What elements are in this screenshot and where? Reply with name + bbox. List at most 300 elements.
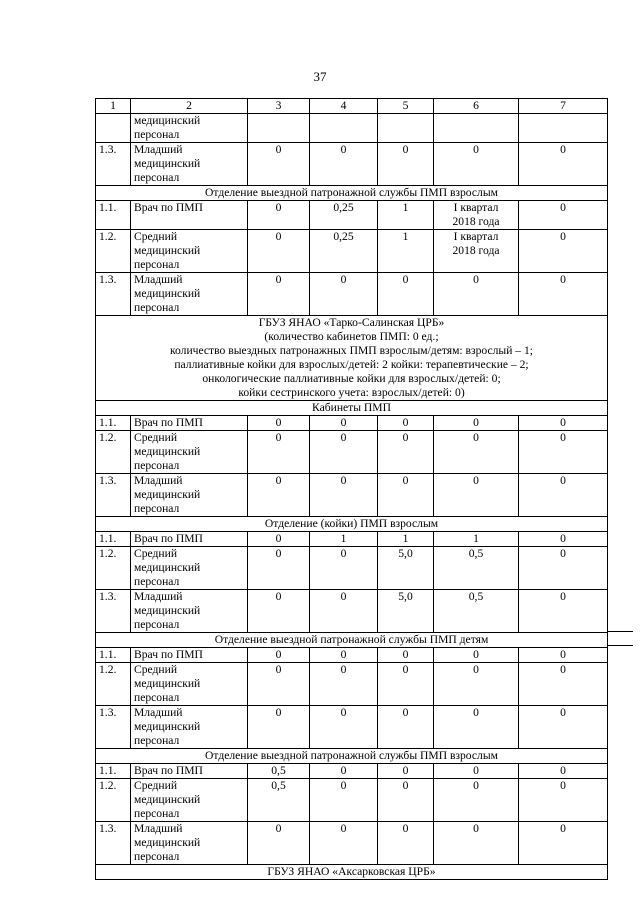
value-cell — [519, 273, 608, 316]
cell-line: 0 — [560, 547, 566, 560]
table-row — [96, 114, 608, 143]
cell-line: медицинский — [134, 445, 201, 458]
cell-line: 0 — [275, 474, 282, 487]
cell-line: 0 — [402, 764, 409, 777]
organization-detail-line: онкологические паллиативные койки для взрослых/детей: 0; — [202, 372, 501, 385]
cell-line: медицинский — [134, 793, 201, 806]
staff-category-cell — [131, 547, 248, 590]
cell-line: 0 — [473, 431, 479, 444]
cell-line: I квартал — [453, 230, 499, 243]
value-cell — [310, 663, 378, 706]
value-cell — [434, 474, 519, 517]
cell-line: Средний — [134, 431, 178, 444]
value-cell — [248, 143, 310, 186]
cell-line: 1 — [402, 201, 409, 214]
cell-line: 0 — [560, 230, 566, 243]
value-cell — [519, 532, 608, 547]
value-cell — [310, 431, 378, 474]
value-cell — [378, 114, 434, 143]
cell-line: 0 — [473, 273, 479, 286]
cell-line: персонал — [134, 459, 180, 472]
value-cell — [378, 532, 434, 547]
cell-line: 0 — [473, 416, 479, 429]
cell-line: 0 — [560, 416, 566, 429]
cell-line: персонал — [134, 807, 180, 820]
value-cell — [310, 143, 378, 186]
cell-line: 1.2. — [99, 547, 117, 560]
value-cell — [434, 416, 519, 431]
table-row — [96, 779, 608, 822]
value-cell — [378, 416, 434, 431]
value-cell — [378, 648, 434, 663]
table-row — [96, 143, 608, 186]
row-index-cell — [96, 532, 131, 547]
staff-category-cell — [131, 779, 248, 822]
cell-line: 0 — [402, 706, 409, 719]
organization-row — [96, 316, 608, 401]
cell-line: 1.1. — [99, 201, 117, 214]
value-cell — [248, 230, 310, 273]
staff-category-cell — [131, 416, 248, 431]
section-title: Отделение (койки) ПМП взрослым — [96, 517, 608, 532]
cell-line: 0 — [275, 143, 282, 156]
cell-line: 0 — [473, 648, 479, 661]
table-row — [96, 663, 608, 706]
margin-rule — [607, 631, 633, 632]
cell-line: Младший — [134, 590, 183, 603]
value-cell — [378, 822, 434, 865]
value-cell — [434, 590, 519, 633]
header-cell: 6 — [434, 99, 519, 114]
cell-line: медицинский — [134, 287, 201, 300]
value-cell — [434, 779, 519, 822]
cell-line: медицинский — [134, 677, 201, 690]
value-cell — [310, 201, 378, 230]
value-cell — [519, 547, 608, 590]
value-cell — [434, 706, 519, 749]
value-cell — [519, 416, 608, 431]
cell-line: Врач по ПМП — [134, 201, 203, 214]
cell-line: персонал — [134, 502, 180, 515]
value-cell — [248, 474, 310, 517]
row-index-cell — [96, 416, 131, 431]
cell-line: 0 — [340, 474, 347, 487]
value-cell — [378, 431, 434, 474]
section-row — [96, 749, 608, 764]
row-index-cell — [96, 114, 131, 143]
cell-line: 0 — [340, 706, 347, 719]
table-row — [96, 822, 608, 865]
staff-category-cell — [131, 822, 248, 865]
cell-line: медицинский — [134, 720, 201, 733]
cell-line: Средний — [134, 779, 178, 792]
cell-line: 0 — [275, 590, 282, 603]
cell-line: 0 — [402, 779, 409, 792]
cell-line: 1 — [402, 230, 409, 243]
cell-line: 0 — [473, 822, 479, 835]
value-cell — [519, 474, 608, 517]
organization-block — [96, 316, 608, 401]
cell-line: Младший — [134, 474, 183, 487]
value-cell — [519, 779, 608, 822]
organization-row — [96, 865, 608, 880]
cell-line: персонал — [134, 734, 180, 747]
cell-line: 0 — [275, 201, 282, 214]
row-index-cell — [96, 822, 131, 865]
row-index-cell — [96, 590, 131, 633]
table-row — [96, 590, 608, 633]
staffing-table — [95, 98, 608, 880]
header-row — [96, 99, 608, 114]
value-cell — [248, 648, 310, 663]
cell-line: 2018 года — [452, 215, 500, 228]
organization-detail-line: паллиативные койки для взрослых/детей: 2 койки: терапевтические – 2; — [174, 358, 529, 371]
cell-line: 0 — [275, 532, 282, 545]
organization-block — [96, 865, 608, 880]
header-cell: 3 — [248, 99, 310, 114]
cell-line: 1.2. — [99, 230, 117, 243]
cell-line: 0 — [340, 416, 347, 429]
cell-line: Младший — [134, 822, 183, 835]
value-cell — [310, 590, 378, 633]
staff-category-cell — [131, 431, 248, 474]
value-cell — [434, 663, 519, 706]
value-cell — [519, 590, 608, 633]
cell-line: медицинский — [134, 114, 201, 127]
value-cell — [248, 201, 310, 230]
value-cell — [310, 764, 378, 779]
cell-line: 5,0 — [398, 547, 413, 560]
table-row — [96, 273, 608, 316]
cell-line: медицинский — [134, 157, 201, 170]
cell-line: Врач по ПМП — [134, 764, 203, 777]
cell-line: персонал — [134, 575, 180, 588]
cell-line: медицинский — [134, 561, 201, 574]
cell-line: 0,5 — [468, 590, 484, 603]
table-row — [96, 706, 608, 749]
cell-line: 1.3. — [99, 706, 117, 719]
cell-line: 0 — [275, 431, 282, 444]
cell-line: 0 — [275, 822, 282, 835]
cell-line: персонал — [134, 850, 180, 863]
cell-line: персонал — [134, 128, 180, 141]
value-cell — [248, 114, 310, 143]
header-cell: 1 — [96, 99, 131, 114]
cell-line: 0 — [340, 143, 347, 156]
cell-line: 0 — [402, 474, 409, 487]
value-cell — [248, 822, 310, 865]
cell-line: 0 — [560, 764, 566, 777]
cell-line: 0 — [402, 273, 409, 286]
cell-line: 0 — [275, 648, 282, 661]
cell-line: 0 — [560, 706, 566, 719]
cell-line: медицинский — [134, 604, 201, 617]
value-cell — [378, 706, 434, 749]
row-index-cell — [96, 764, 131, 779]
value-cell — [519, 230, 608, 273]
cell-line: Средний — [134, 230, 178, 243]
cell-line: 0 — [560, 779, 566, 792]
section-row — [96, 633, 608, 648]
cell-line: 0,25 — [333, 201, 354, 214]
row-index-cell — [96, 779, 131, 822]
cell-line: 0 — [473, 764, 479, 777]
value-cell — [378, 143, 434, 186]
value-cell — [378, 201, 434, 230]
margin-rule — [607, 645, 633, 646]
cell-line: 0 — [340, 431, 347, 444]
table-row — [96, 230, 608, 273]
cell-line: 0 — [560, 590, 566, 603]
value-cell — [248, 431, 310, 474]
value-cell — [519, 663, 608, 706]
cell-line: 1.1. — [99, 648, 117, 661]
value-cell — [378, 663, 434, 706]
section-row — [96, 401, 608, 416]
section-title: Отделение выездной патронажной службы ПМП детям — [96, 633, 608, 648]
cell-line: 5,0 — [398, 590, 413, 603]
value-cell — [248, 779, 310, 822]
value-cell — [378, 547, 434, 590]
staff-category-cell — [131, 143, 248, 186]
cell-line: медицинский — [134, 244, 201, 257]
value-cell — [310, 779, 378, 822]
cell-line: 0 — [473, 474, 479, 487]
value-cell — [378, 764, 434, 779]
cell-line: 0 — [560, 822, 566, 835]
table-row — [96, 547, 608, 590]
value-cell — [434, 230, 519, 273]
cell-line: 0,25 — [333, 230, 354, 243]
staff-category-cell — [131, 230, 248, 273]
cell-line: 1 — [473, 532, 479, 545]
cell-line: Младший — [134, 706, 183, 719]
row-index-cell — [96, 431, 131, 474]
cell-line: 0 — [402, 822, 409, 835]
staff-category-cell — [131, 273, 248, 316]
cell-line: 0 — [340, 779, 347, 792]
cell-line: 0 — [560, 143, 566, 156]
cell-line: 0 — [340, 590, 347, 603]
cell-line: 1 — [402, 532, 409, 545]
cell-line: Врач по ПМП — [134, 416, 203, 429]
staff-category-cell — [131, 764, 248, 779]
cell-line: медицинский — [134, 488, 201, 501]
cell-line: 0 — [340, 547, 347, 560]
table-row — [96, 764, 608, 779]
table-row — [96, 431, 608, 474]
cell-line: 1.1. — [99, 764, 117, 777]
cell-line: 0 — [340, 822, 347, 835]
staff-category-cell — [131, 706, 248, 749]
value-cell — [519, 764, 608, 779]
cell-line: 0 — [275, 273, 282, 286]
row-index-cell — [96, 547, 131, 590]
value-cell — [310, 547, 378, 590]
table-row — [96, 416, 608, 431]
cell-line: 0 — [402, 663, 409, 676]
value-cell — [434, 547, 519, 590]
value-cell — [378, 273, 434, 316]
cell-line: 0 — [560, 663, 566, 676]
value-cell — [434, 822, 519, 865]
value-cell — [310, 532, 378, 547]
cell-line: персонал — [134, 301, 180, 314]
table-row — [96, 648, 608, 663]
cell-line: персонал — [134, 171, 180, 184]
organization-detail-line: (количество кабинетов ПМП: 0 ед.; — [264, 330, 439, 343]
cell-line: 0 — [340, 648, 347, 661]
organization-title: ГБУЗ ЯНАО «Аксарковская ЦРБ» — [267, 865, 436, 878]
section-title: Отделение выездной патронажной службы ПМП взрослым — [96, 749, 608, 764]
staff-category-cell — [131, 648, 248, 663]
row-index-cell — [96, 474, 131, 517]
cell-line: 0 — [402, 143, 409, 156]
value-cell — [519, 648, 608, 663]
cell-line: 1.3. — [99, 143, 117, 156]
value-cell — [248, 590, 310, 633]
cell-line: 1.3. — [99, 822, 117, 835]
table-row — [96, 532, 608, 547]
value-cell — [378, 590, 434, 633]
table-body — [96, 99, 608, 880]
cell-line: Средний — [134, 547, 178, 560]
header-cell: 5 — [378, 99, 434, 114]
cell-line: персонал — [134, 258, 180, 271]
section-title: Отделение выездной патронажной службы ПМП взрослым — [96, 186, 608, 201]
cell-line: 0 — [275, 663, 282, 676]
section-title: Кабинеты ПМП — [96, 401, 608, 416]
cell-line: 1.1. — [99, 532, 117, 545]
row-index-cell — [96, 273, 131, 316]
cell-line: Младший — [134, 143, 183, 156]
cell-line: 0 — [275, 547, 282, 560]
cell-line: 0 — [473, 779, 479, 792]
cell-line: 0,5 — [271, 779, 286, 792]
cell-line: 0 — [340, 663, 347, 676]
value-cell — [310, 114, 378, 143]
value-cell — [434, 143, 519, 186]
value-cell — [310, 416, 378, 431]
cell-line: 1.3. — [99, 590, 117, 603]
cell-line: 0 — [473, 143, 479, 156]
value-cell — [248, 706, 310, 749]
cell-line: 0 — [473, 706, 479, 719]
cell-line: 1.2. — [99, 431, 117, 444]
value-cell — [248, 663, 310, 706]
cell-line: 0 — [473, 663, 479, 676]
value-cell — [378, 474, 434, 517]
header-cell: 7 — [519, 99, 608, 114]
organization-detail-line: койки сестринского учета: взрослых/детей: 0) — [238, 386, 465, 399]
value-cell — [519, 143, 608, 186]
cell-line: 0 — [560, 201, 566, 214]
cell-line: 1.3. — [99, 474, 117, 487]
row-index-cell — [96, 143, 131, 186]
row-index-cell — [96, 706, 131, 749]
page-number: 37 — [313, 69, 327, 84]
cell-line: 0 — [402, 648, 409, 661]
cell-line: 0 — [402, 431, 409, 444]
staff-category-cell — [131, 114, 248, 143]
header-cell: 4 — [310, 99, 378, 114]
value-cell — [434, 648, 519, 663]
value-cell — [378, 230, 434, 273]
value-cell — [434, 114, 519, 143]
staff-category-cell — [131, 663, 248, 706]
value-cell — [310, 230, 378, 273]
cell-line: 2018 года — [452, 244, 500, 257]
value-cell — [310, 474, 378, 517]
cell-line: 0 — [340, 764, 347, 777]
cell-line: 0 — [275, 230, 282, 243]
staff-category-cell — [131, 532, 248, 547]
cell-line: персонал — [134, 618, 180, 631]
cell-line: 0 — [275, 706, 282, 719]
table-row — [96, 474, 608, 517]
cell-line: медицинский — [134, 836, 201, 849]
cell-line: 0 — [560, 474, 566, 487]
cell-line: 1.3. — [99, 273, 117, 286]
value-cell — [310, 648, 378, 663]
value-cell — [434, 431, 519, 474]
cell-line: персонал — [134, 691, 180, 704]
value-cell — [519, 201, 608, 230]
value-cell — [519, 114, 608, 143]
cell-line: 0 — [560, 532, 566, 545]
row-index-cell — [96, 663, 131, 706]
value-cell — [434, 532, 519, 547]
cell-line: 0,5 — [468, 547, 484, 560]
cell-line: 1 — [340, 532, 347, 545]
staff-category-cell — [131, 474, 248, 517]
row-index-cell — [96, 230, 131, 273]
row-index-cell — [96, 648, 131, 663]
cell-line: 0 — [560, 648, 566, 661]
value-cell — [519, 822, 608, 865]
section-row — [96, 186, 608, 201]
value-cell — [248, 532, 310, 547]
staff-category-cell — [131, 201, 248, 230]
cell-line: 0 — [340, 273, 347, 286]
value-cell — [434, 273, 519, 316]
cell-line: 1.1. — [99, 416, 117, 429]
value-cell — [310, 273, 378, 316]
organization-detail-line: количество выездных патронажных ПМП взрослым/детям: взрослый – 1; — [169, 344, 534, 357]
value-cell — [248, 273, 310, 316]
cell-line: 0 — [560, 431, 566, 444]
cell-line: 0 — [275, 416, 282, 429]
cell-line: Средний — [134, 663, 178, 676]
header-cell: 2 — [131, 99, 248, 114]
value-cell — [248, 764, 310, 779]
value-cell — [248, 416, 310, 431]
value-cell — [310, 822, 378, 865]
value-cell — [519, 431, 608, 474]
value-cell — [434, 764, 519, 779]
cell-line: 0,5 — [271, 764, 286, 777]
cell-line: Младший — [134, 273, 183, 286]
value-cell — [519, 706, 608, 749]
cell-line: 0 — [560, 273, 566, 286]
cell-line: 1.2. — [99, 779, 117, 792]
staff-category-cell — [131, 590, 248, 633]
row-index-cell — [96, 201, 131, 230]
cell-line: I квартал — [453, 201, 499, 214]
value-cell — [248, 547, 310, 590]
value-cell — [310, 706, 378, 749]
cell-line: Врач по ПМП — [134, 532, 203, 545]
